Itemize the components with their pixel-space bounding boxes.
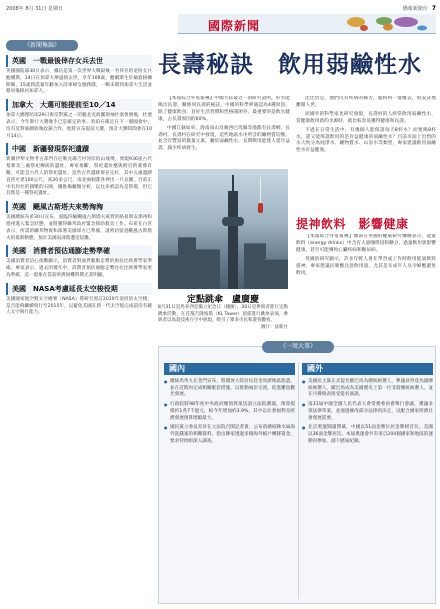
feature-paragraph: 比比皆是，他們沒有疾病的痛苦，臨終時一覺睡去，很安詳地離開人世。 [296, 96, 436, 108]
brief-heading: 美國 消費者預估通膨走勢準確 [6, 245, 152, 257]
building-shape [158, 255, 180, 289]
page-number: 7 [431, 5, 436, 12]
jumper-figure [258, 203, 263, 213]
brief-body: 新疆伊犁文物考古部門在尼勒克縣吉村河岸的山坡博，發現936座古代墓葬及三處祭祀傳統的遺址，專家推斷，祭祀遺址應與附近的墓葬有關，可能是古代人的祭祀遺址，這些古代遺跡保存完好，其中五處遺蹟直徑可達100公尺，高20多公尺，南北兩個都各伸出一只長牆，目前正中有封住的鎮壓的石陣，據推場廳類分析，以往多被認為是祭壇，但它其實是一種祭祀遺址。 [6, 157, 152, 197]
feature-column-2 [296, 96, 436, 212]
brief-item [6, 201, 152, 242]
list-item: ● 美國民主黨正式提名歐巴馬為總統候選人，參議員拜登為副總統候選人，歐巴馬成為美國歷史上第一位非裔總統候選人，並在丹佛發表接受提名演說。 [302, 379, 433, 399]
list-item: ● 第31屆中國全國人民代表大會常務委員會舉行會議，審議多項法律草案，並通過修改部分法律的決定，以配合國家經濟社會發展需要。 [302, 402, 433, 422]
domestic-column [164, 363, 295, 448]
issue-date: 2008年 8月 31日 星期日 [6, 6, 64, 12]
briefs-tab: 《新聞集錦》 [6, 40, 78, 51]
brief-item [6, 245, 152, 279]
domestic-heading: 國內 [164, 363, 295, 375]
building-shape [178, 237, 196, 289]
photo-caption [158, 305, 288, 331]
brief-heading: 英國 一戰最後倖存女兵去世 [6, 55, 152, 67]
news-briefs-column [6, 40, 152, 604]
photo-credit: 圖片：法新社 [261, 324, 288, 330]
column-divider [298, 363, 299, 599]
list-item: ● 總統馬英九在金門宣布，將開放大陸居民赴金馬澎地區旅遊，並在近期內完成相關配套措施，以推動兩岸交流，促進離島觀光發展。 [164, 379, 295, 399]
feature-headline: 長壽秘訣 飲用弱鹼性水 [158, 51, 422, 78]
feature-column-3 [296, 234, 436, 340]
tower-pod-shape [222, 217, 244, 226]
brief-item [6, 283, 152, 317]
photo-caption-text: 8月31日是馬來西亞獨立紀念日（國慶），30日是參與者進行定點跳傘活動，在首都吉隆坡塔（KL Tower）頂部進行跳傘表演，參與者以高超技術在空中展現，吸引了眾多市民和遊客觀看。 [158, 305, 288, 323]
brief-item [6, 55, 152, 96]
building-shape [244, 243, 266, 289]
list-item: ● 北京奧運圓滿閉幕，中國以51面金牌位居金牌榜首位，美國以36面金牌居次，本屆奧運會共有來自204個國家和地區的運動員參加，創下歷屆紀錄。 [302, 425, 433, 445]
publication-info [403, 5, 436, 12]
tower-shape [228, 191, 238, 289]
brief-body: 美國國家航空暨太空總署（NASA）將研究原訂2010年退役的太空梭，是否能夠繼續飛行至2015年，以避免美國在新一代太空船完成前沒有載人太空飛行能力。 [6, 296, 152, 316]
list-item: ● 行政院將98年度中央政府總預算案送請立法院審議，預算規模約1兆7千億元，較今年增加約3.9%，其中以社會福利及經濟發展預算增幅最大。 [164, 402, 295, 422]
energy-drink-subhead: 提神飲料 影響健康 [296, 217, 409, 231]
section-title: 國際新聞 [208, 19, 261, 33]
feature-headline-block [158, 42, 436, 88]
domestic-list [164, 379, 295, 445]
building-shape [264, 259, 288, 289]
list-item: ● 國民黨立委吳育昇在立法院召開記者會，公布前總統陳水扁海外洗錢案的相關資料，指出陳家透過多個海外帳戶轉移資金，要求特偵組深入調查。 [164, 425, 295, 445]
brief-body: 英國國防部30日表示，據信是第一次世界大戰最後一名倖存的退役女兵鮑爾斯，14日在加拿大華盛頓去世，享年109歲。鮑爾斯生於倫敦格蘭斯佩，15歲時謊報年齡加入陸軍婦女服務隊，一戰末期到加拿大生活並移居後移居加拿大。 [6, 69, 152, 95]
feature-paragraph: 中國江蘇如皋，海南南山及廣西巴馬縣等地都有長壽鄉，長壽村。長壽村在研究中發現，這些地區水中所含的礦物質均衡，並含有豐富的微量元素，屬於弱鹼性水，長期飲用能使人延年益壽，減少疾病發生。 [158, 125, 290, 152]
brief-item [6, 99, 152, 140]
weekly-tab: 《一周大事》 [262, 341, 334, 353]
feature-column-1 [158, 96, 290, 168]
brief-body: 美國消費者信心指數顯示，消費者對通貨膨脹走勢的預估比經濟學家準確。專家表示，過去的幾年中，消費者預估通膨走勢往往比經濟學家更為準確，這一現象在當前經濟困難時期尤其明顯。 [6, 259, 152, 278]
weekly-events-box [158, 343, 436, 604]
brief-body: 美國總統布希30日宣布，面臨四級颶風古斯塔夫威脅的路易斯安那州和德州進入緊急狀態，並將獲得聯邦政府緊急援助救災工作。布希在白宮表示，所需的聯邦物資和部署美國軍方已準備，請密切留意颶風古斯塔夫的最新動態，預計美國南部將遭受侵襲。 [6, 215, 152, 241]
international-heading: 國外 [302, 363, 433, 375]
feature-paragraph: 而國外的科學家也研究發現，長壽村的人經常飲用弱鹼性水，當健康飲用新的水源時，就比較容易獲得健康和長壽。 [296, 111, 436, 124]
world-map-icon [342, 15, 432, 32]
publication-name: 僑報新聞台 [402, 6, 428, 12]
brief-heading: 英國 颶風古斯塔夫來勢洶洶 [6, 201, 152, 213]
feature-paragraph: 不過在日常生活中，有幾個人能保證每天8杯水？而要喝8杯水，還又能保證飲用的是有益健康的弱鹼性水？目前市面上出售的水大致分為純淨水、礦物質水、山泉水等類型，專家建議飲用弱鹼性水有益健康。 [296, 127, 436, 154]
feature-paragraph: 【本報綜合外電報導】總部在英國的權威研究機構表示，能量飲料（energy drinks）中含有大量咖啡因和糖分，過量飲用會影響健康，甚至可能導致心臟疾病和糖尿病。 [296, 234, 436, 253]
international-column [302, 363, 433, 448]
brief-heading: 美國 NASA考慮延長太空梭役期 [6, 283, 152, 295]
brief-body: 加拿大總理哈珀29日與反對黨之一的魁北克政團領袖杜塞會晤後，杜塞表示，今年舉行大選幾乎已是確定的事。哈珀在確定在下一個國會中，沒有反對黨願與執政黨合作，他將宣布提前大選，預計大選時間會在10月14日。 [6, 113, 152, 139]
skydive-photo [158, 169, 288, 289]
building-shape [196, 249, 220, 289]
section-banner [178, 14, 436, 34]
photo-caption-title: 定點跳傘 盧廣慶 [186, 295, 259, 305]
brief-item [6, 143, 152, 198]
brief-heading: 加拿大 大選可能提前至10／14 [6, 99, 152, 111]
feature-paragraph: 英國的研究顯示，許多年輕人會在學習或工作時飲用能量飲料提神，專家建議民眾應注意飲用量，尤其是未成年人及孕婦應避免飲用。 [296, 256, 436, 276]
jump-cord-shape [260, 177, 261, 204]
feature-paragraph: 【本報綜合外電報導】中國大陸最近一項研究證明，好水能喝出長壽，關係到長壽的秘訣。中國的科學界通認為4種原因，除了健康飲食、良好生活習慣和性格開朗外，最重要的是飲水健康，占長壽原因的60%。 [158, 96, 290, 122]
international-list [302, 379, 433, 445]
brief-heading: 中國 新疆發現祭祀遺蹟 [6, 143, 152, 155]
